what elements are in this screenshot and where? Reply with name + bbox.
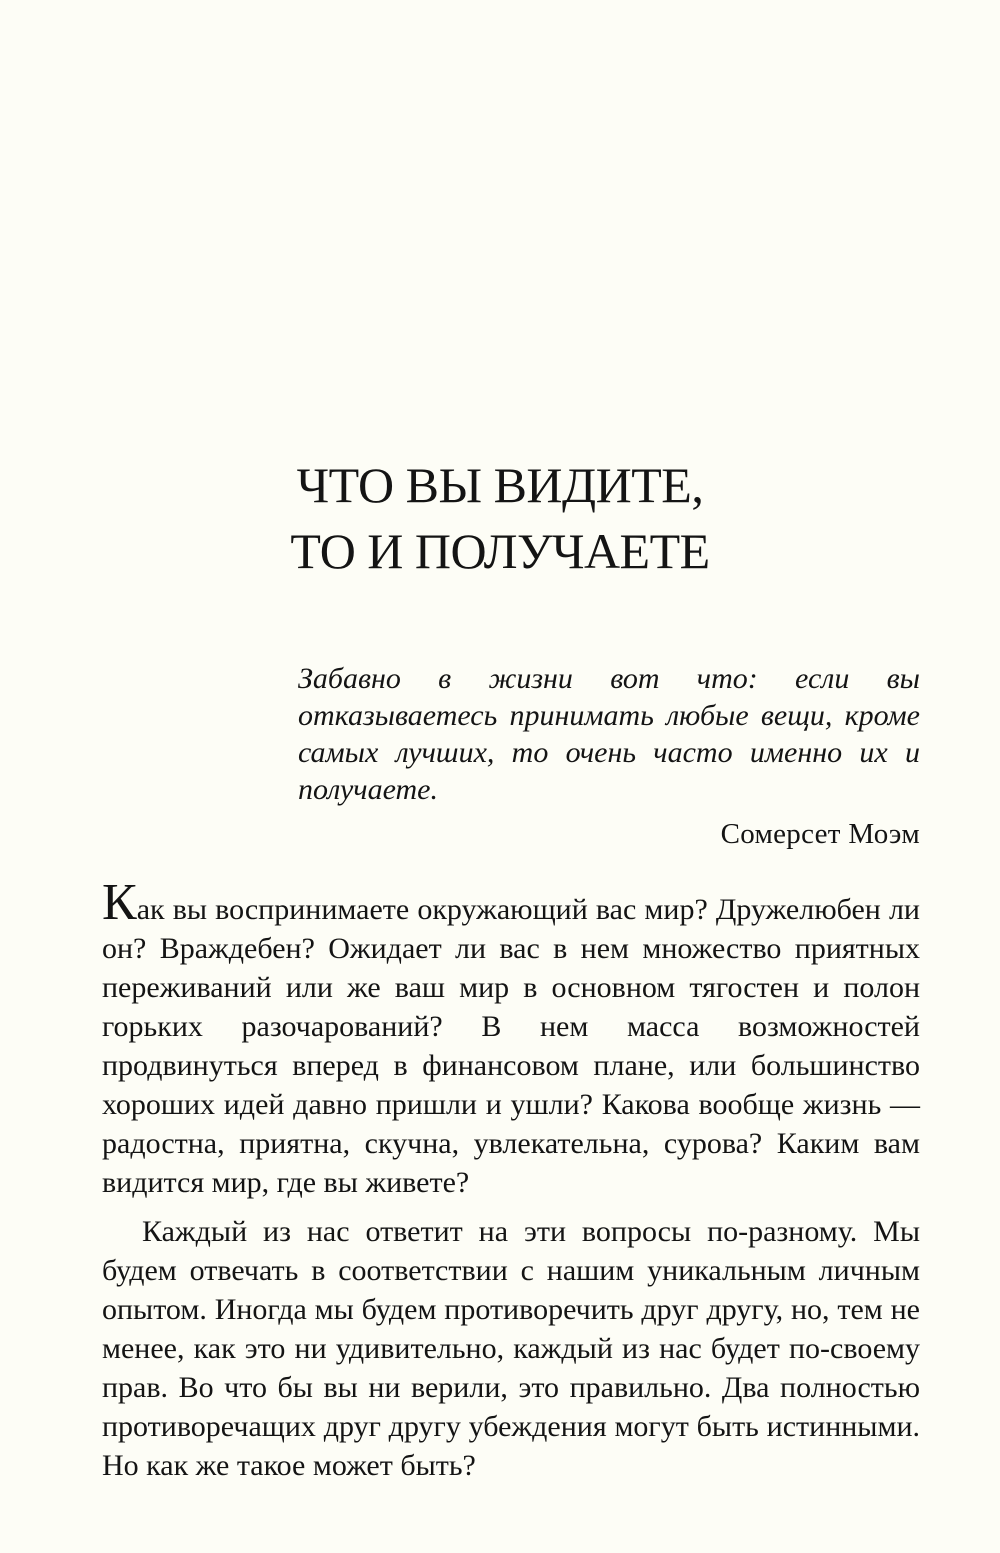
chapter-title-line-2: ТО И ПОЛУЧАЕТЕ [290, 522, 710, 579]
chapter-title-line-1: ЧТО ВЫ ВИДИТЕ, [296, 456, 704, 513]
body-text [102, 874, 920, 1485]
epigraph [298, 660, 920, 853]
paragraph-1 [102, 874, 920, 1202]
paragraph-1-text: ак вы воспринимаете окружающий вас мир? Дружелюбен ли он? Враждебен? Ожидает ли вас в нем множество приятных переживаний или же ваш мир в основном тягостен и полон горьких разочарований? В нем масса возможностей продвинуться вперед в финансовом плане, или большинство хороших идей давно пришли и ушли? Какова вообще жизнь — радостна, приятна, скучна, увлекательна, сурова? Каким вам видится мир, где вы живете? [102, 893, 920, 1199]
drop-cap: К [102, 874, 137, 931]
epigraph-quote: Забавно в жизни вот что: если вы отказываетесь принимать любые вещи, кроме самых лучших, то очень часто именно их и получаете. [298, 662, 920, 806]
chapter-title [0, 452, 1000, 584]
paragraph-2: Каждый из нас ответит на эти вопросы по-разному. Мы будем отвечать в соответствии с нашим уникальным личным опытом. Иногда мы будем противоречить друг другу, но, тем не менее, как это ни удивительно, каждый из нас будет по-своему прав. Во что бы вы ни верили, это правильно. Два полностью противоречащих друг другу убеждения могут быть истинными. Но как же такое может быть? [102, 1215, 920, 1482]
epigraph-author: Сомерсет Моэм [720, 818, 920, 850]
